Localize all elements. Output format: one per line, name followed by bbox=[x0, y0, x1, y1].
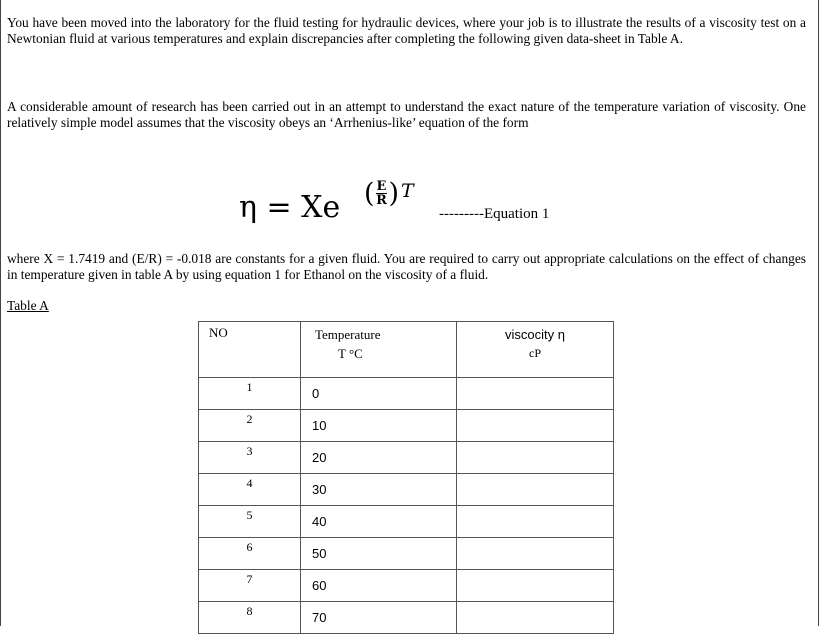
equation-lhs: η = Xe bbox=[239, 190, 341, 225]
row-number-cell: 6 bbox=[199, 538, 301, 570]
equation-exponent bbox=[364, 180, 414, 207]
header-temperature-label: Temperature bbox=[315, 327, 381, 342]
intro-paragraph: You have been moved into the laboratory for the fluid testing for hydraulic devices, where your job is to illustrate the results of a viscosity test on a Newtonian fluid at various temperatures and explain discrepancies after completing the following given data-sheet in Table A. bbox=[7, 15, 806, 46]
header-viscosity-unit: cP bbox=[529, 346, 541, 360]
table-row bbox=[199, 538, 614, 570]
viscosity-cell bbox=[457, 602, 614, 634]
row-number-cell: 3 bbox=[199, 442, 301, 474]
row-number-cell: 1 bbox=[199, 378, 301, 410]
header-temperature bbox=[301, 322, 457, 378]
equation-label: ---------Equation 1 bbox=[439, 206, 550, 222]
viscosity-cell bbox=[457, 410, 614, 442]
fraction-denominator: R bbox=[376, 193, 387, 208]
table-row bbox=[199, 474, 614, 506]
row-number-cell: 8 bbox=[199, 602, 301, 634]
temperature-cell: 0 bbox=[301, 378, 457, 410]
table-row bbox=[199, 602, 614, 634]
header-viscosity-label: viscocity η bbox=[505, 327, 565, 342]
viscosity-cell bbox=[457, 570, 614, 602]
row-number-cell: 4 bbox=[199, 474, 301, 506]
temperature-cell: 30 bbox=[301, 474, 457, 506]
temperature-cell: 60 bbox=[301, 570, 457, 602]
exponent-open-paren: ( bbox=[364, 178, 375, 209]
viscosity-cell bbox=[457, 474, 614, 506]
table-row bbox=[199, 410, 614, 442]
row-number-cell: 5 bbox=[199, 506, 301, 538]
exponent-fraction bbox=[376, 180, 388, 207]
temperature-cell: 50 bbox=[301, 538, 457, 570]
viscosity-cell bbox=[457, 442, 614, 474]
table-row bbox=[199, 506, 614, 538]
constants-paragraph: where X = 1.7419 and (E/R) = -0.018 are constants for a given fluid. You are required to carry out appropriate calculations on the effect of changes in temperature given in table A by using equation 1 for Ethanol on the viscosity of a fluid. bbox=[7, 251, 806, 282]
temperature-cell: 20 bbox=[301, 442, 457, 474]
row-number-cell: 7 bbox=[199, 570, 301, 602]
viscosity-data-table bbox=[198, 321, 614, 634]
exponent-variable: T bbox=[401, 179, 414, 202]
temperature-cell: 10 bbox=[301, 410, 457, 442]
table-row bbox=[199, 570, 614, 602]
temperature-cell: 70 bbox=[301, 602, 457, 634]
header-no: NO bbox=[199, 322, 301, 378]
viscosity-cell bbox=[457, 538, 614, 570]
table-row bbox=[199, 378, 614, 410]
fraction-numerator: E bbox=[376, 179, 387, 194]
table-header-row bbox=[199, 322, 614, 378]
viscosity-cell bbox=[457, 378, 614, 410]
temperature-cell: 40 bbox=[301, 506, 457, 538]
table-row bbox=[199, 442, 614, 474]
viscosity-cell bbox=[457, 506, 614, 538]
exponent-close-paren: ) bbox=[388, 178, 400, 209]
header-temperature-unit: T °C bbox=[338, 346, 363, 361]
row-number-cell: 2 bbox=[199, 410, 301, 442]
table-caption: Table A bbox=[7, 298, 49, 313]
header-viscosity bbox=[457, 322, 614, 378]
research-paragraph: A considerable amount of research has been carried out in an attempt to understand the exact nature of the temperature variation of viscosity. One relatively simple model assumes that the viscosity obeys an ‘Arrhenius-like’ equation of the form bbox=[7, 99, 806, 130]
